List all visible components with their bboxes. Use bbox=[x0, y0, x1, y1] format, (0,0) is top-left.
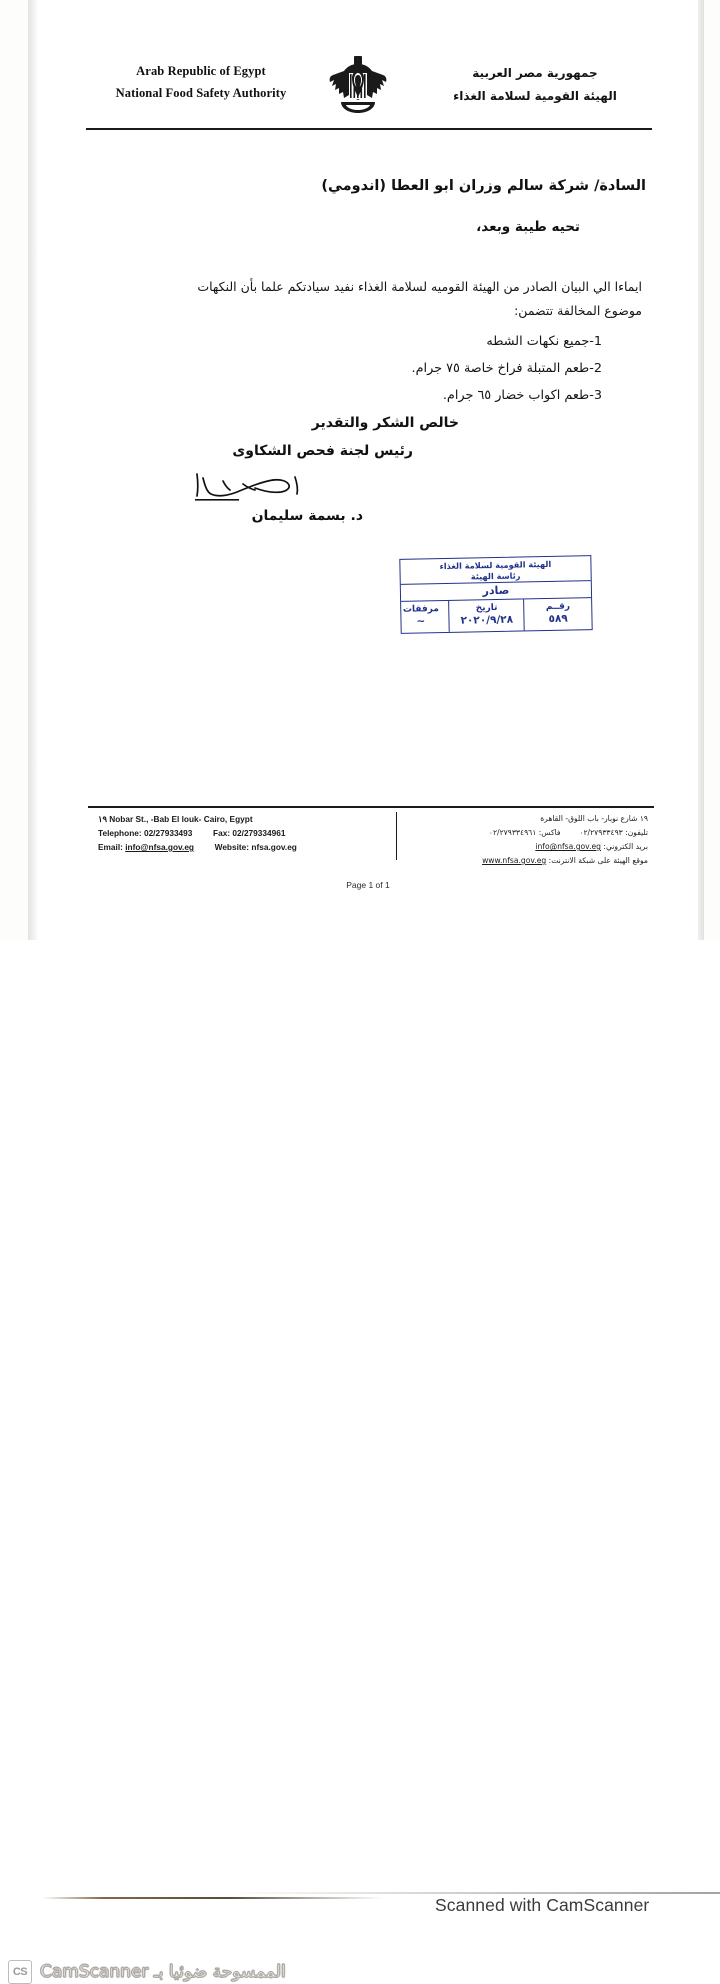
body-paragraph: ايماءا الي البيان الصادر من الهيئة القوميه لسلامة الغذاء نفيد سيادتكم علما بأن النكهات موضوع المخالفة تتضمن: bbox=[197, 279, 642, 318]
footer-divider bbox=[88, 806, 654, 808]
stamp-number-cell bbox=[524, 598, 592, 630]
stamp-fields-row bbox=[401, 598, 592, 633]
list-item: 3-طعم اكواب خضار ٦٥ جرام. bbox=[442, 388, 602, 403]
footer-arabic-email-label: بريد الكتروني: bbox=[603, 842, 648, 851]
header-divider bbox=[86, 128, 652, 130]
page-number: Page 1 of 1 bbox=[346, 880, 390, 890]
camscanner-watermark bbox=[8, 1960, 286, 1984]
footer-fax-label: Fax: bbox=[213, 828, 231, 838]
stamp-number-label: رقــم bbox=[545, 601, 571, 613]
footer-arabic-website-value[interactable]: www.nfsa.gov.eg bbox=[482, 856, 547, 865]
footer-english-phone-line bbox=[98, 826, 388, 840]
footer-arabic bbox=[405, 812, 654, 864]
footer-website-label: Website: bbox=[214, 842, 250, 852]
letter-sheet bbox=[38, 0, 698, 940]
footer-arabic-address: ١٩ شارع نوبار- باب اللوق- القاهرة bbox=[540, 814, 648, 823]
stamp-authority-line2: رئاسة الهيئة bbox=[470, 570, 521, 581]
stamp-attachments-cell bbox=[393, 601, 449, 633]
footer-arabic-fax-label: فاكس: bbox=[538, 828, 561, 837]
camscanner-arabic-watermark: الممسوحة ضوئيا بـ CamScanner bbox=[40, 1962, 286, 1982]
stamp-number-value: ٥٨٩ bbox=[548, 612, 568, 625]
footer-arabic-email-value[interactable]: info@nfsa.gov.eg bbox=[535, 842, 601, 851]
signatory-title: رئيس لجنة فحص الشكاوى bbox=[232, 443, 413, 459]
letterhead-english-line2: National Food Safety Authority bbox=[115, 86, 287, 100]
letterhead-arabic-line2: الهيئة القومية لسلامة الغذاء bbox=[453, 89, 617, 103]
scan-edge-left bbox=[28, 0, 38, 940]
footer-vertical-rule bbox=[396, 812, 397, 860]
list-item: 2-طعم المتبلة فراخ خاصة ٧٥ جرام. bbox=[411, 361, 602, 376]
letterhead-english bbox=[86, 60, 316, 104]
scanned-with-label: Scanned with CamScanner bbox=[435, 1895, 650, 1915]
footer-arabic-website-line bbox=[405, 854, 648, 868]
stamp-type-label: صادر bbox=[401, 580, 591, 602]
footer-arabic-fax-value: ٠٢/٢٧٩٣٣٤٩٦١ bbox=[488, 828, 537, 837]
handwritten-signature bbox=[193, 468, 313, 508]
stamp-date-label: تاريخ bbox=[475, 602, 498, 614]
footer-english-web-line bbox=[98, 840, 388, 854]
footer-email-value[interactable]: info@nfsa.gov.eg bbox=[125, 842, 195, 852]
footer-english-address: ١٩ Nobar St., -Bab El louk- Cairo, Egypt bbox=[98, 814, 253, 824]
footer-telephone-label: Telephone: bbox=[98, 828, 142, 838]
footer-arabic-email-line bbox=[405, 840, 648, 854]
footer-arabic-phone-line bbox=[405, 826, 648, 840]
scan-bottom-edge-primary bbox=[42, 1897, 382, 1899]
footer-contact-block bbox=[88, 812, 654, 864]
stamp-attachments-label: مرفقات bbox=[402, 604, 439, 615]
footer-arabic-telephone-label: تليفون: bbox=[625, 828, 648, 837]
footer-english bbox=[88, 812, 388, 864]
footer-fax-value: 02/279334961 bbox=[232, 828, 286, 838]
stamp-authority bbox=[400, 556, 590, 584]
stamp-date-value: ٢٠٢٠/٩/٢٨ bbox=[460, 613, 514, 627]
stamp-date-cell bbox=[448, 599, 524, 631]
signatory-name: د. بسمة سليمان bbox=[251, 508, 363, 524]
camscanner-band bbox=[0, 940, 720, 1982]
addressee-line: السادة/ شركة سالم وزران ابو العطا (اندومي) bbox=[321, 178, 646, 194]
footer-arabic-website-label: موقع الهيئة على شبكة الانترنت: bbox=[548, 856, 648, 865]
official-outgoing-stamp bbox=[399, 555, 592, 634]
greeting-line: تحيه طيبة وبعد، bbox=[476, 219, 580, 235]
camscanner-logo-icon: CS bbox=[8, 1960, 32, 1984]
letterhead-english-line1: Arab Republic of Egypt bbox=[136, 64, 266, 78]
stamp-attachments-value: ~ bbox=[416, 615, 426, 628]
closing-line: خالص الشكر والتقدير bbox=[311, 415, 459, 431]
footer-telephone-value: 02/27933493 bbox=[143, 828, 193, 838]
footer-email-label: Email: bbox=[98, 842, 123, 852]
footer-website-value[interactable]: nfsa.gov.eg bbox=[251, 842, 297, 852]
list-item: 1-جميع نكهات الشطه bbox=[486, 334, 602, 349]
letterhead-arabic-line1: جمهورية مصر العربية bbox=[472, 66, 598, 80]
eagle-of-saladin-emblem bbox=[325, 52, 391, 126]
footer-arabic-telephone-value: ٠٢/٢٧٩٣٣٤٩٣ bbox=[579, 828, 623, 837]
scan-bottom-edge-secondary bbox=[228, 1892, 720, 1894]
letterhead bbox=[38, 52, 698, 128]
stamp-authority-line1: الهيئة القومية لسلامة الغذاء bbox=[439, 558, 552, 572]
letterhead-arabic bbox=[410, 62, 660, 108]
violation-items-list bbox=[412, 328, 602, 409]
